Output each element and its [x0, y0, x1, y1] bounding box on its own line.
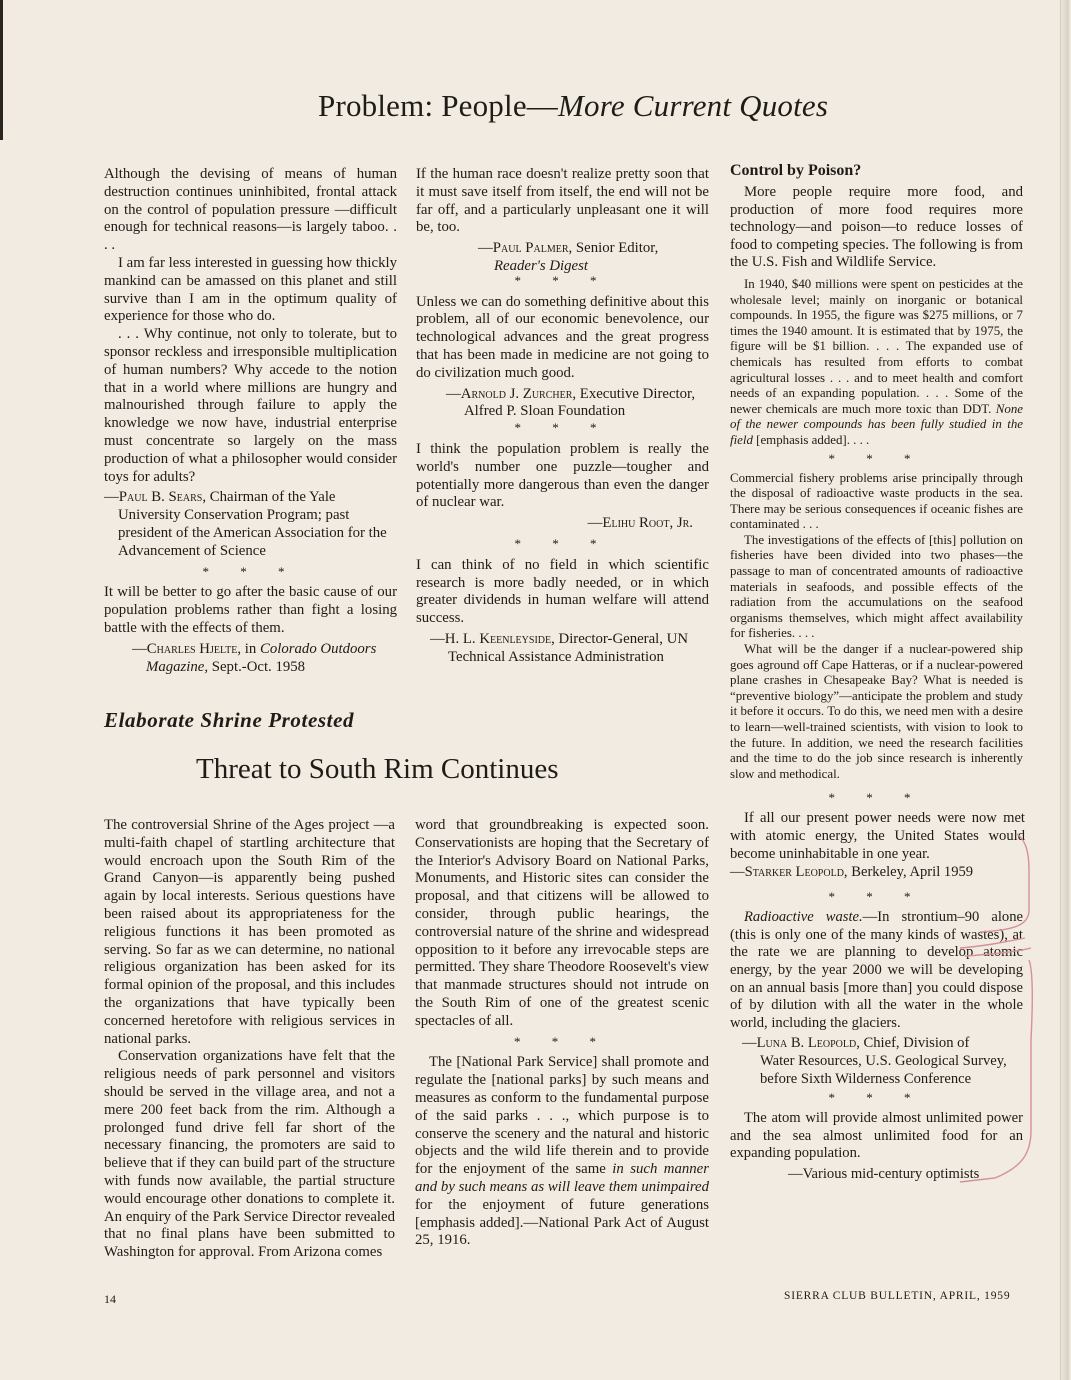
- quote-text: What will be the danger if a nuclear-powered ship goes aground off Cape Hatteras, or if a nuclear-powered plane crashes in Chesapeake Bay? What is needed is “preventive biology”—anticipate the problem and study it before it occurs. To do this, we need men with a desire to learn—well-trained scientists, with vision to look to the future. In addition, we need the research facilities and the time to do the job since research is inherently slow and methodical.: [730, 642, 1023, 781]
- quote-text: Radioactive waste.—In strontium–90 alone (this is only one of the many kinds of wastes), at the rate we are planning to develop atomic energy, by the year 2000 we will be developing on an annual basis [more than] you could dispose of by dilution with all the water in the whole world, including the glaciers.: [730, 909, 1023, 1031]
- page-edge: [1061, 0, 1071, 1380]
- column-1: [104, 166, 397, 676]
- section-divider: * * *: [828, 1090, 925, 1106]
- section-divider: * * *: [514, 420, 611, 436]
- binding-edge: [0, 0, 3, 140]
- quote-text: Although the devising of means of human destruction continues uninhibited, frontal attack on the control of population pressure —difficult enough for technical reasons—is largely taboo. . . .: [104, 166, 397, 254]
- attribution: —Luna B. Leopold, Chief, Division of Water Resources, U.S. Geological Survey, before Sixth Wilderness Conference: [742, 1035, 1007, 1087]
- quote-text: . . . Why continue, not only to tolerate, but to sponsor reckless and irresponsible multiplication of human numbers? Why accede to the notion that in a world where millions are hungry and malnourished through failure to apply the knowledge we now have, industrial enterprise must concentrate so largely on the mass production of what a philosopher would consider toys for adults?: [104, 326, 397, 485]
- quote-text: The investigations of the effects of [this] pollution on fisheries have been divided into two phases—the passage to man of concentrated amounts of radioactive materials in seafoods, and possible effects of the radiation from the accumulations on the seafood organisms themselves, which might affect availability for fisheries. . . .: [730, 532, 1023, 641]
- section-heading: Control by Poison?: [730, 162, 862, 179]
- attribution: —Paul B. Sears, Chairman of the Yale University Conservation Program; past president of the American Association for the Advancement of Science: [104, 489, 387, 559]
- quote-text: Commercial fishery problems arise principally through the disposal of radioactive waste products in the sea. There may be serious consequences if oceanic fishes are contaminated . . .: [730, 470, 1023, 532]
- article-headline: Threat to South Rim Continues: [196, 753, 559, 785]
- quote-text: It will be better to go after the basic cause of our population problems rather than fight a losing battle with the effects of them.: [104, 584, 397, 636]
- attribution: —Charles Hjelte, in Colorado Outdoors Magazine, Sept.-Oct. 1958: [132, 640, 377, 675]
- article-kicker: Elaborate Shrine Protested: [104, 708, 355, 732]
- attribution: —Paul Palmer, Senior Editor,: [478, 240, 659, 257]
- section-divider: * * *: [828, 889, 925, 905]
- section-divider: * * *: [828, 790, 925, 806]
- attribution: —H. L. Keenleyside, Director-General, UN Technical Assistance Administration: [430, 630, 689, 665]
- column-2: [416, 166, 709, 667]
- running-footer: SIERRA CLUB BULLETIN, APRIL, 1959: [784, 1290, 1011, 1302]
- quote-text: In 1940, $40 millions were spent on pesticides at the wholesale level; mainly on inorganic or botanical compounds. In 1955, the figure was $275 millions, or 7 times the 1940 amount. It is estimated that by 1975, the figure will be $1 billion. . . . The expanded use of chemicals has resulted from efforts to combat agricultural losses . . . and to meet health and comfort needs of an expanding population. . . . Some of the newer chemicals are much more toxic than DDT. None of the newer compounds has been fully studied in the field [emphasis added]. . . .: [730, 276, 1023, 447]
- page-title: Problem: People—More Current Quotes: [318, 88, 829, 123]
- attribution: —Various mid-century optimists: [788, 1165, 980, 1182]
- article-text: The controversial Shrine of the Ages project —a multi-faith chapel of startling architecture that would encroach upon the South Rim of the Grand Canyon—is apparently being pushed again by local interests. Serious questions have been raised about its appropriateness for the religious functions it has been promoted as serving. So far as we can determine, no national religious organization has been asked for its formal opinion of the proposal, and this includes the organizations that have typically been concerned heretofore with religious services in national parks.: [104, 817, 395, 1047]
- quote-text: The atom will provide almost unlimited power and the sea almost unlimited food for an expanding population.: [730, 1110, 1023, 1162]
- quote-text: I can think of no field in which scientific research is more badly needed, or in which greater dividends in human welfare will attend success.: [416, 556, 709, 627]
- article-column-2: [415, 817, 709, 1250]
- section-divider: * * *: [828, 450, 925, 466]
- pencil-bracket-mark: [955, 830, 1035, 1190]
- attribution: —Starker Leopold, Berkeley, April 1959: [730, 864, 974, 881]
- page-number: 14: [104, 1292, 116, 1306]
- quote-text: Unless we can do something definitive about this problem, all of our economic benevolence, our technological advances and the great progress that has been made in medicine are not going to do civilization much good.: [416, 293, 709, 381]
- article-text: word that groundbreaking is expected soon. Conservationists are hoping that the Secretary of the Interior's Advisory Board on National Parks, Monuments, and Historic sites can consider the proposal, and that citizens will be allowed to consider, through public hearings, the controversial nature of the shrine and widespread opposition to it before any irrevocable steps are permitted. They share Theodore Roosevelt's view that manmade structures should not intrude on the South Rim of one of the greatest scenic spectacles of all.: [415, 817, 709, 1029]
- attribution: —Elihu Root, Jr.: [587, 515, 693, 532]
- attribution: —Arnold J. Zurcher, Executive Director, Alfred P. Sloan Foundation: [446, 385, 696, 420]
- lead-paragraph: More people require more food, and production of more food requires more technology—and poison—to reduce losses of food to competing species. The following is from the U.S. Fish and Wildlife Service.: [730, 184, 1023, 271]
- section-divider: * * *: [514, 535, 611, 551]
- quote-text: If the human race doesn't realize pretty soon that it must save itself from itself, the end will not be far off, and a particularly unpleasant one it will be, too.: [416, 166, 709, 236]
- section-divider: * * *: [514, 272, 611, 288]
- article-text: The [National Park Service] shall promote and regulate the [national parks] by such means and measures as conform to the fundamental purpose of the said parks . . ., which purpose is to conserve the scenery and the natural and historic objects and the wild life therein and to provide for the enjoyment of the same in such manner and by such means as will leave them unimpaired for the enjoyment of future generations [emphasis added].—National Park Act of August 25, 1916.: [415, 1054, 710, 1249]
- section-divider: * * *: [202, 563, 299, 579]
- quote-text: I am far less interested in guessing how thickly mankind can be amassed on this planet and still survive than I am in the optimum quality of experience for those who do.: [104, 254, 397, 325]
- article-text: Conservation organizations have felt that the religious needs of park personnel and visitors should be served in the village area, and not a mere 200 feet back from the rim. Although a prolonged fund drive fell far short of the necessary financing, the promoters are said to believe that if they can build part of the structure with funds now available, the partial structure would encourage other donations to complete it. An enquiry of the Park Service Director revealed that no final plans have been submitted to Washington for approval. From Arizona comes: [104, 1048, 395, 1261]
- quote-text: I think the population problem is really the world's number one puzzle—tougher and potentially more dangerous than even the danger of nuclear war.: [416, 440, 709, 511]
- quote-text: If all our present power needs were now met with atomic energy, the United States would become uninhabitable in one year.: [730, 810, 1025, 862]
- section-divider: * * *: [514, 1033, 610, 1049]
- article-column-1: [104, 817, 395, 1262]
- attribution-publication: Reader's Digest: [494, 257, 588, 274]
